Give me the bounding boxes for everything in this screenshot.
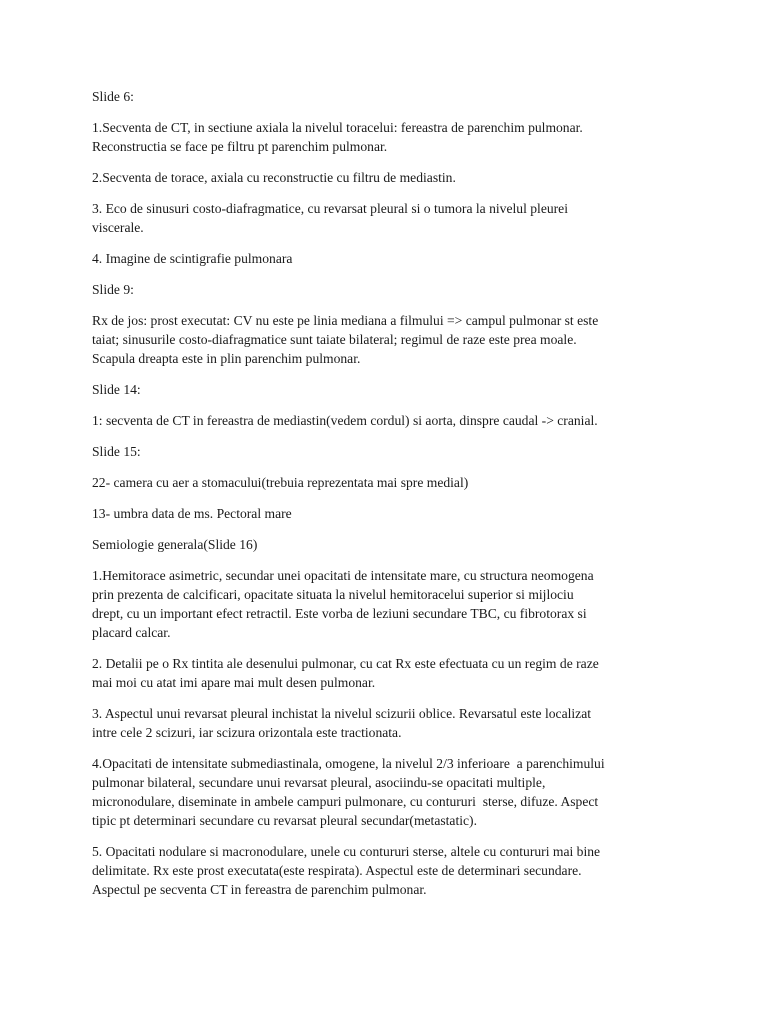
slide-9-text: Rx de jos: prost executat: CV nu este pe linia mediana a filmului => campul pulmonar st este taiat; sinusurile costo-diafragmatice sunt taiate bilateral; regimul de raze este prea moale. Scapula dreapta este in plin parenchim pulmonar. [92,313,599,366]
slide-9-heading: Slide 9: [92,282,134,297]
slide-6-item-3: 3. Eco de sinusuri costo-diafragmatice, cu revarsat pleural si o tumora la nivelul pleurei viscerale. [92,201,568,235]
slide-6-item-1: 1.Secventa de CT, in sectiune axiala la nivelul toracelui: fereastra de parenchim pulmonar. Reconstructia se face pe filtru pt parenchim pulmonar. [92,120,583,154]
slide-14-text: 1: secventa de CT in fereastra de mediastin(vedem cordul) si aorta, dinspre caudal -> cranial. [92,413,598,428]
slide-15-item-13: 13- umbra data de ms. Pectoral mare [92,506,292,521]
slide-15-heading: Slide 15: [92,444,141,459]
slide-6-item-4: 4. Imagine de scintigrafie pulmonara [92,251,293,266]
semiologie-item-2: 2. Detalii pe o Rx tintita ale desenului pulmonar, cu cat Rx este efectuata cu un regim de raze mai moi cu atat imi apare mai mult desen pulmonar. [92,656,599,690]
semiologie-item-5: 5. Opacitati nodulare si macronodulare, unele cu contururi sterse, altele cu contururi mai bine delimitate. Rx este prost executata(este respirata). Aspectul este de determinari secundare. Aspectul pe secventa CT in fereastra de parenchim pulmonar. [92,844,601,897]
semiologie-item-1: 1.Hemitorace asimetric, secundar unei opacitati de intensitate mare, cu structura neomogena prin prezenta de calcificari, opacitate situata la nivelul hemitoracelui superior si mijlociu drept, cu un important efect retractil. Este vorba de leziuni secundare TBC, cu fibrotorax si placard calcar. [92,568,594,640]
slide-6-item-2: 2.Secventa de torace, axiala cu reconstructie cu filtru de mediastin. [92,170,456,185]
semiologie-item-4: 4.Opacitati de intensitate submediastinala, omogene, la nivelul 2/3 inferioare a parenchimului pulmonar bilateral, secundare unui revarsat pleural, asociindu-se opacitati multiple, micronodulare, diseminate in ambele campuri pulmonare, cu contururi sterse, difuze. Aspect tipic pt determinari secundare cu revarsat pleural secundar(metastatic). [92,756,605,828]
slide-14-heading: Slide 14: [92,382,141,397]
slide-15-item-22: 22- camera cu aer a stomacului(trebuia reprezentata mai spre medial) [92,475,469,490]
semiologie-item-3: 3. Aspectul unui revarsat pleural inchistat la nivelul scizurii oblice. Revarsatul este localizat intre cele 2 scizuri, iar scizura orizontala este tractionata. [92,706,592,740]
semiologie-heading: Semiologie generala(Slide 16) [92,537,258,552]
slide-6-heading: Slide 6: [92,89,134,104]
